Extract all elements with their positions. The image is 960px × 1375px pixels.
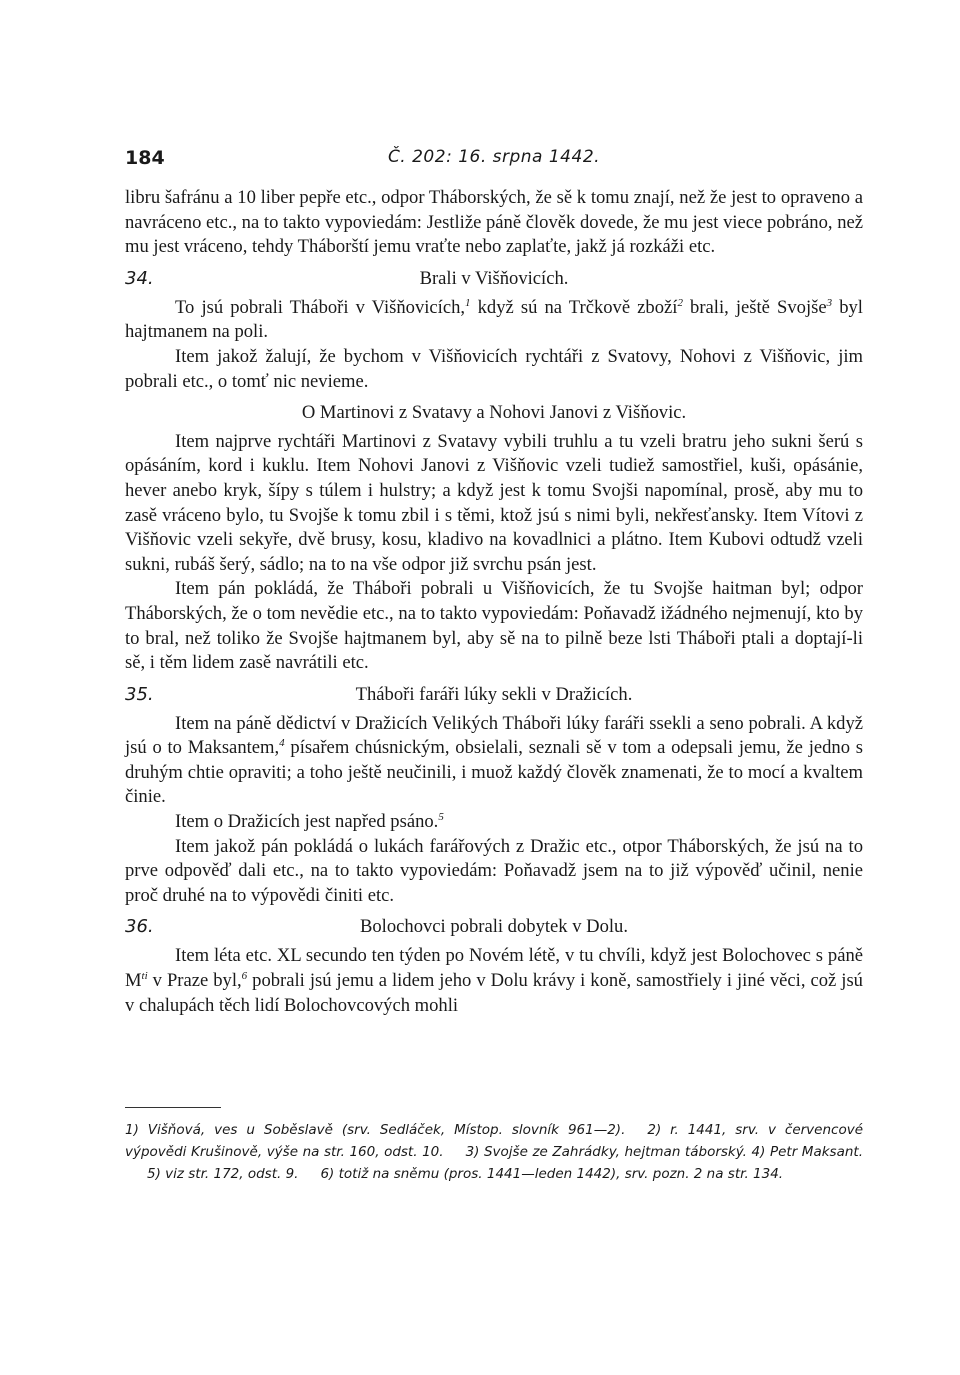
- footnote-2: 2) r. 1441, srv. v červencové výpovědi Krušinově, výše na str. 160, odst. 10.: [125, 1122, 864, 1160]
- footnote-1: 1) Višňová, ves u Soběslavě (srv. Sedláček, Místop. slovník 961—2).: [125, 1122, 626, 1138]
- paragraph: libru šafránu a 10 liber pepře etc., odpor Tháborských, že sě k tomu znají, než že jest to opraveno a navráceno etc., na to takto vypoviedám: Jestliže páně člověk dovede, že mu jest viece pobráno, než mu jest vráceno, tehdy Tháborští jemu vraťte nebo zaplaťte, jakž já rozkáži etc.: [125, 187, 863, 258]
- paragraph: [125, 944, 863, 1018]
- running-title: Č. 202: 16. srpna 1442.: [387, 147, 601, 167]
- text-run: v Praze byl,: [147, 970, 242, 992]
- paragraph: Item najprve rychtáři Martinovi z Svatavy vybili truhlu a tu vzeli bratru jeho sukni šerú s opásáním, kord i kuklu. Item Nohovi Janovi z Višňovic vzeli tudiež samostřiel, kuši, opásánie, hever anebo kryk, šípy s túlem i hulstry; a když jest k tomu Svojši napomínal, prosě, aby mu to zasě vráceno bylo, tu Svojše k tomu zbil i s těmi, ktož jsú s nimi byli, nekřesťansky. Item Vítovi z Višňovic vzeli sekyře, dvě brusy, kosu, kladivo na kovadlnici a plátno. Item Kubovi odtudž vzeli sukni, rubáš šerý, sádlo; na to na vše odpor již svrchu psán jest.: [125, 430, 863, 575]
- footnote-ref: 5: [438, 810, 444, 823]
- subheading: O Martinovi z Svatavy a Nohovi Janovi z Višňovic.: [301, 402, 687, 424]
- paragraph: [125, 810, 863, 835]
- section-title: Bolochovci pobrali dobytek v Dolu.: [359, 916, 629, 938]
- section-number: 35.: [125, 683, 154, 705]
- section-heading-34: [125, 268, 863, 294]
- page-header: [125, 147, 863, 173]
- footnote-ref: 2: [677, 296, 683, 309]
- main-text: [125, 186, 863, 1018]
- section-number: 34.: [125, 267, 154, 289]
- section-heading-36: [125, 916, 863, 942]
- footnote-5: 5) viz str. 172, odst. 9.: [147, 1165, 299, 1182]
- footnote-divider: [125, 1107, 221, 1108]
- footnote-ref: 6: [241, 969, 248, 982]
- footnote-ref: 1: [465, 296, 471, 309]
- section-number: 36.: [125, 916, 154, 938]
- section-title: Tháboři faráři lúky sekli v Dražicích.: [355, 683, 633, 705]
- text-run: písařem chúsnickým, obsielali, seznali sě v tom a odepsali jemu, že jedno s druhým chtie opraviti; a toho ještě neučinili, i muož každý člověk znamenati, že to mocí a kvaltem činie.: [125, 737, 863, 808]
- paragraph: [125, 296, 863, 345]
- text-run: To jsú pobrali Tháboři v Višňovicích,: [175, 296, 466, 318]
- page-number: 184: [125, 147, 165, 169]
- text-run: brali, ještě Svojše: [682, 296, 827, 318]
- text-run: když sú na Trčkově zboží: [470, 296, 678, 318]
- footnote-3: 3) Svojše ze Zahrádky, hejtman táborský.: [465, 1143, 747, 1160]
- section-title: Brali v Višňovicích.: [419, 267, 569, 289]
- footnote-4: 4) Petr Maksant.: [751, 1143, 863, 1160]
- section-heading-35: [125, 684, 863, 710]
- footnote-ref: 3: [826, 296, 833, 309]
- paragraph: [125, 712, 863, 810]
- text-run: pobrali jsú jemu a lidem jeho v Dolu krávy i koně, samostřiely i jiné věci, což jsú v chalupách těch lidí Bolochovcových mohli: [125, 970, 863, 1016]
- paragraph: Item pán pokládá, že Tháboři pobrali u Višňovicích, že tu Svojše haitman byl; odpor Tháborských, že o tom nevědie etc., na to takto vypoviedám: Poňavadž ižádného nejmenují, kto by to bral, než toliko že Svojše hajtmanem byl, aby sě na to pilně beze lsti Tháboři ptali a doptají-li sě, i těm lidem zasě navrátili etc.: [125, 578, 863, 674]
- text-run: Item o Dražicích jest napřed psáno.: [175, 811, 439, 833]
- paragraph: Item jakož žalují, že bychom v Višňovicích rychtáři z Svatovy, Nohovi z Višňovic, jim pobrali etc., o tomť nic nevieme.: [125, 345, 863, 392]
- superscript: ti: [141, 969, 148, 982]
- text-run: byl hajtmanem na poli.: [125, 296, 863, 343]
- footnotes: [125, 1120, 863, 1185]
- footnote-ref: 4: [279, 737, 285, 750]
- text-run: Item léta etc. XL secundo ten týden po Novém létě, v tu chvíli, když jest Bolochovec s páně M: [125, 945, 863, 992]
- text-run: Item na páně dědictví v Dražicích Velikých Tháboři lúky faráři ssekli a seno pobrali. A když jsú o to Maksantem,: [125, 712, 863, 759]
- footnote-block: [125, 1120, 863, 1185]
- footnote-6: 6) totiž na sněmu (pros. 1441—leden 1442), srv. pozn. 2 na str. 134.: [320, 1165, 784, 1182]
- paragraph: Item jakož pán pokládá o lukách farářových z Dražic etc., otpor Tháborských, že jsú na to prve odpověď dali etc., na to takto vypoviedám: Poňavadž jsem na to již výpověď učinil, nenie proč druhé na to výpovědi činiti etc.: [125, 835, 863, 906]
